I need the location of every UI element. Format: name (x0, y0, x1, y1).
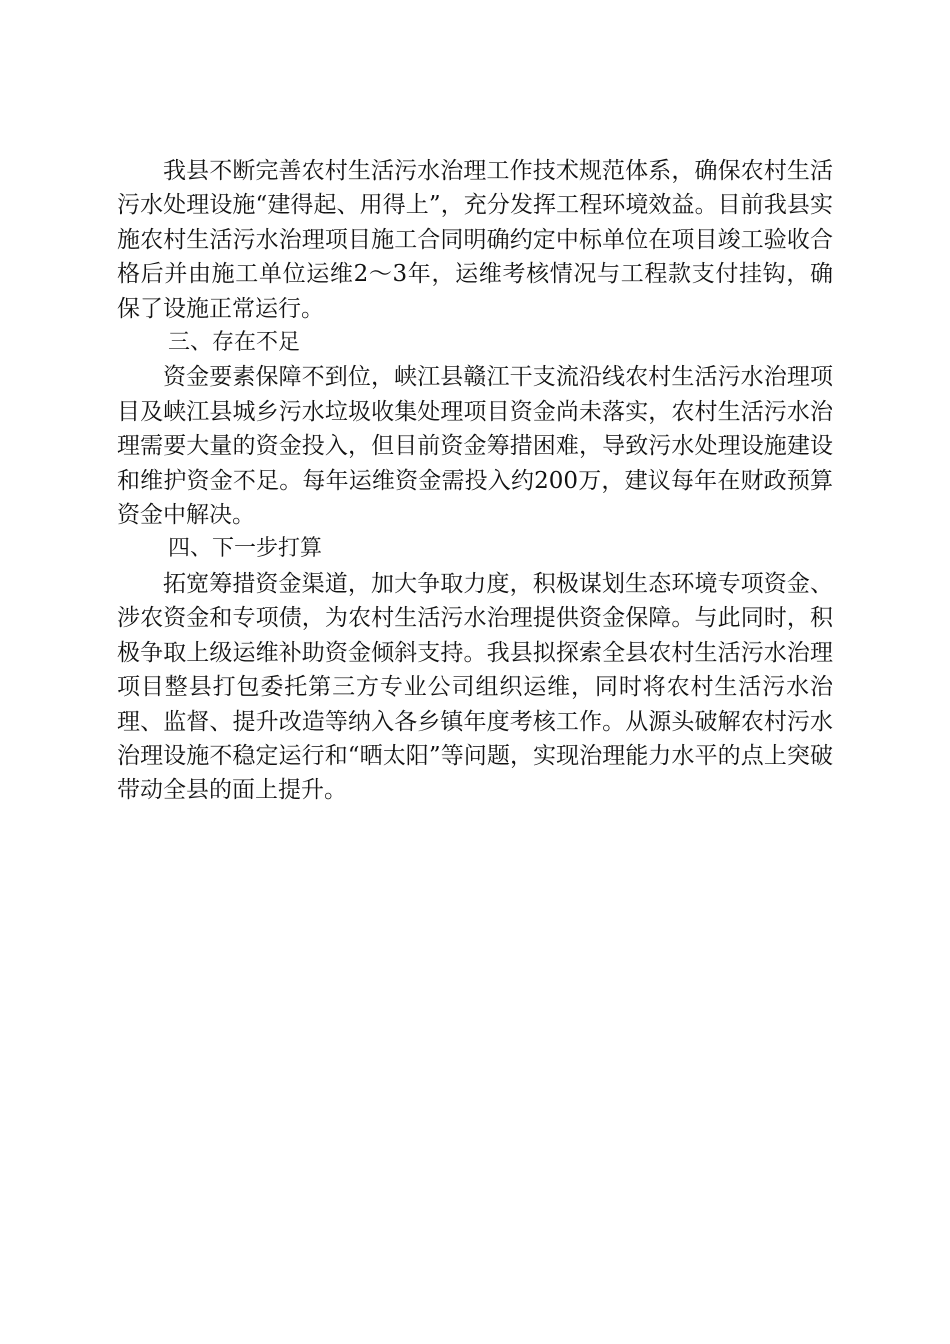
paragraph-funding-shortage: 资金要素保障不到位，峡江县赣江干支流沿线农村生活污水治理项目及峡江县城乡污水垃圾收集处理项目资金尚未落实，农村生活污水治理需要大量的资金投入，但目前资金筹措困难，导致污水处理设施建设和维护资金不足。每年运维资金需投入约200万，建议每年在财政预算资金中解决。 (117, 364, 833, 529)
section-heading-shortcomings: 三、存在不足 (168, 330, 301, 356)
paragraph-technical-standards: 我县不断完善农村生活污水治理工作技术规范体系，确保农村生活污水处理设施“建得起、用得上”，充分发挥工程环境效益。目前我县实施农村生活污水治理项目施工合同明确约定中标单位在项目竣工验收合格后并由施工单位运维2～3年，运维考核情况与工程款支付挂钩，确保了设施正常运行。 (117, 158, 833, 322)
document-page (117, 154, 833, 808)
paragraph-next-steps: 拓宽筹措资金渠道，加大争取力度，积极谋划生态环境专项资金、涉农资金和专项债，为农村生活污水治理提供资金保障。与此同时，积极争取上级运维补助资金倾斜支持。我县拟探索全县农村生活污水治理项目整县打包委托第三方专业公司组织运维，同时将农村生活污水治理、监督、提升改造等纳入各乡镇年度考核工作。从源头破解农村污水治理设施不稳定运行和“晒太阳”等问题，实现治理能力水平的点上突破带动全县的面上提升。 (117, 570, 833, 804)
section-heading-next-steps: 四、下一步打算 (168, 536, 323, 562)
